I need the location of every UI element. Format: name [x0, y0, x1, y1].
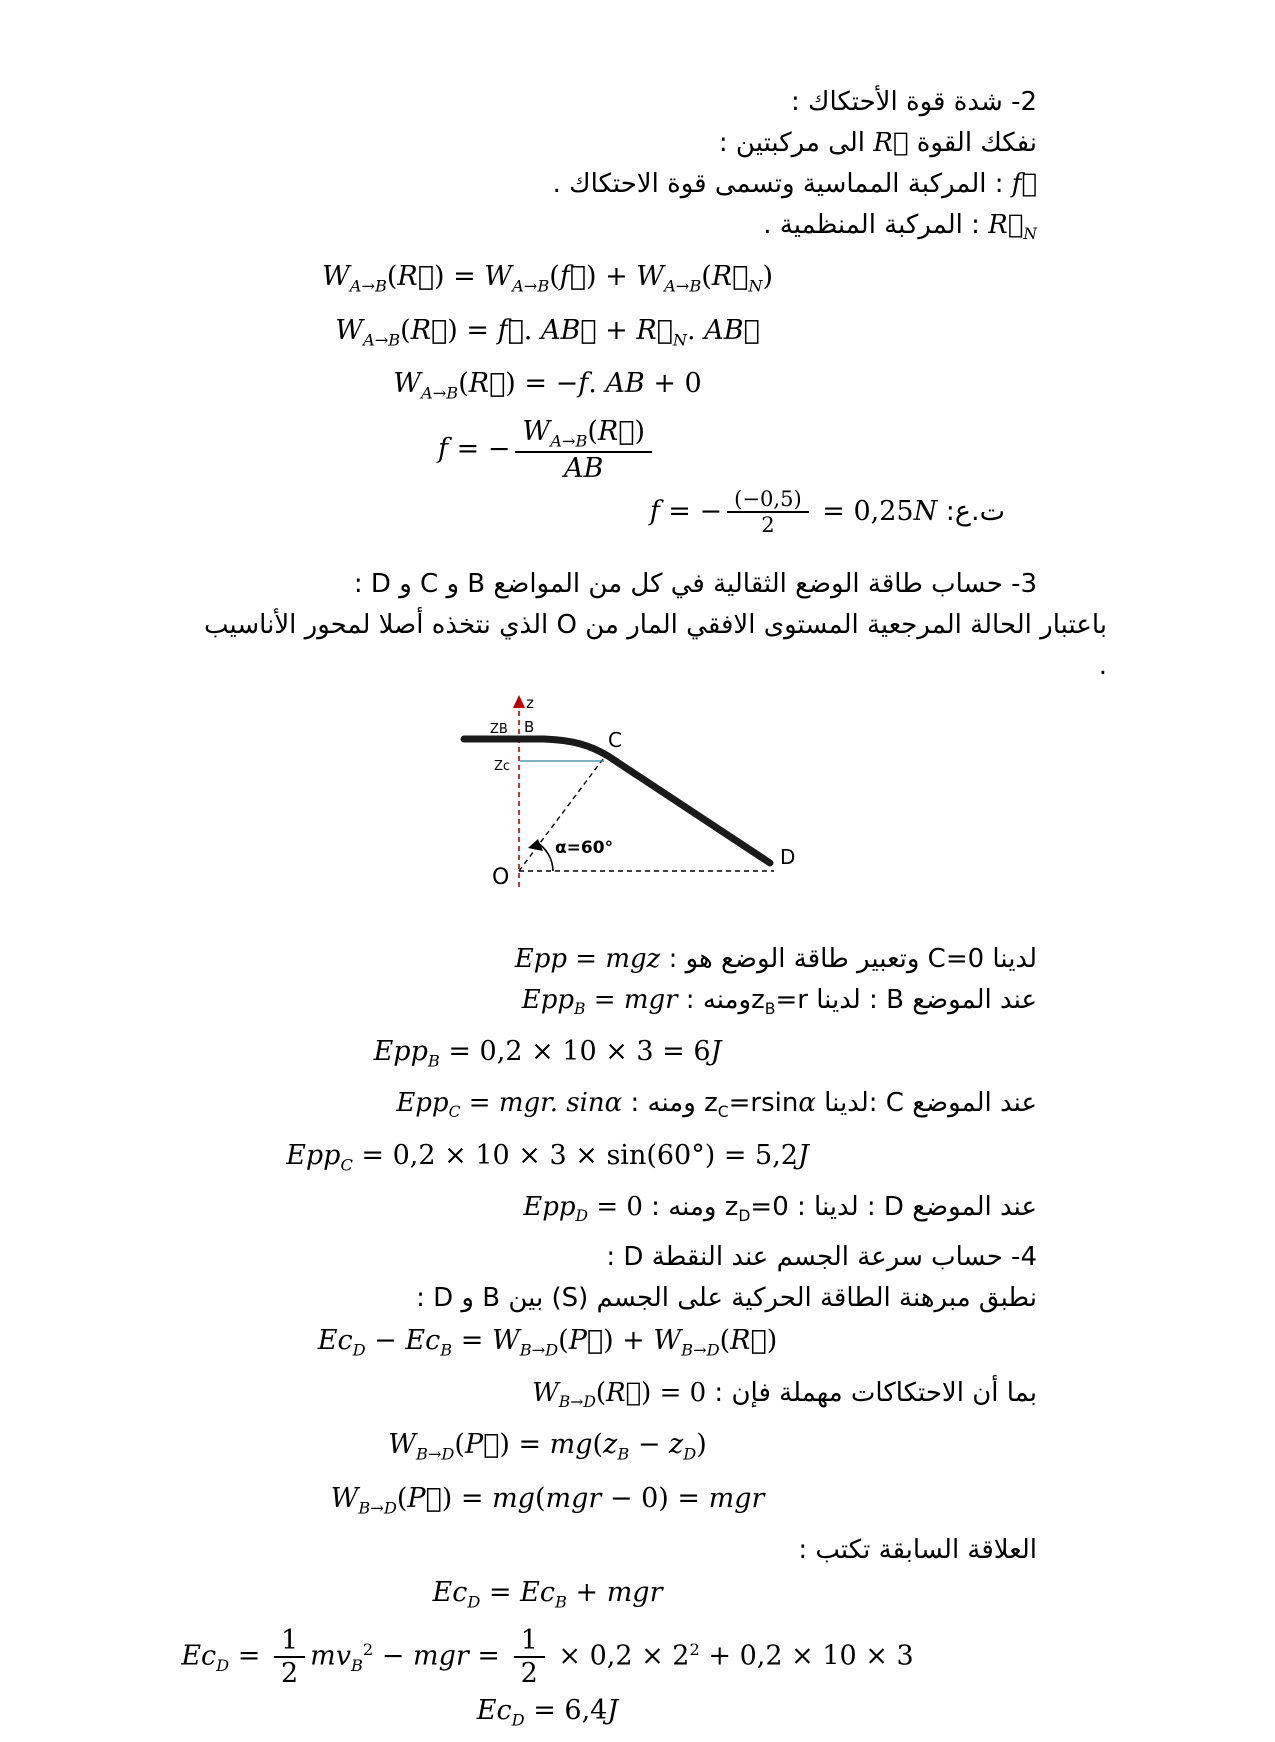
epp-b-numeric-equation: Epp$_B$ = 0,2 × 10 × 3 = 6J [373, 1036, 722, 1071]
zb-label: ZB [490, 721, 508, 737]
point-b-label: B [524, 717, 535, 736]
track-diagram-figure [452, 691, 832, 903]
friction-numeric-application: ت.ع: f = − $\frac{(-0,5)}{2}$ = 0,25N [649, 486, 1005, 538]
section3-reference-paragraph: باعتبار الحالة المرجعية المستوى الافقي المار من O الذي نتخذه أصلا لمحور الأناسيب [204, 609, 1107, 640]
track-diagram [452, 691, 832, 896]
previous-relation-line: العلاقة السابقة تكتب : [798, 1535, 1037, 1566]
ecd-relation-equation: $Ec_D = Ec_B$ + mgr [432, 1577, 663, 1612]
section3-paragraph-period: . [1098, 650, 1107, 681]
friction-expression-equation: f = − $\frac{W_{A\to B}(R⃗)}{AB}$ [0, 416, 1275, 484]
section2-intro-line: نفكك القوة R⃗ الى مركبتين : [718, 128, 1037, 158]
normal-component-line: $R⃗_N$ : المركبة المنظمية . [763, 210, 1037, 244]
friction-neglected-line: بما أن الاحتكاكات مهملة فإن : $W_{B\to D}(R⃗) = 0$ [532, 1377, 1037, 1412]
section4-heading: 4- حساب سرعة الجسم عند النقطة D : [606, 1242, 1037, 1273]
kinetic-energy-theorem-equation: $Ec_D - Ec_B$ = $W_{B\to D}(P⃗)$ + $W_{B\to D}(R⃗)$ [317, 1325, 778, 1360]
section2-heading: 2- شدة قوة الأحتكاك : [791, 87, 1037, 117]
section4-intro-line: نطبق مبرهنة الطاقة الحركية على الجسم (S) بين B و D : [416, 1283, 1037, 1314]
weight-work-equation-1: $W_{B\to D}(P⃗) = mg(z_B - z_D)$ [388, 1429, 707, 1464]
epp-c-numeric-equation: Epp$_C$ = 0,2 × 10 × 3 × sin(60°) = 5,2J [286, 1139, 809, 1175]
section3-heading: 3- حساب طاقة الوضع الثقالية في كل من المواضع B و C و D : [353, 568, 1037, 599]
point-c-label: C [608, 727, 622, 752]
epp-definition-line: لدينا C=0 وتعبير طاقة الوضع هو : Epp = mgz [514, 943, 1037, 974]
z-axis-arrowhead-icon [513, 695, 525, 708]
ecd-numeric-equation: $Ec_D$ = $\frac{1}{2}$ $mv_B^2$ − mgr = $\frac{1}{2}$ × $0,2 \times 2^2 + 0,2 \times 10 \times 3$ [181, 1624, 914, 1689]
origin-o-label: O [492, 864, 510, 890]
work-equation-3: $W_{A\to B}(R⃗) = -f$. AB + 0 [393, 368, 702, 403]
z-axis-label: z [526, 693, 534, 712]
ecd-result-equation: $Ec_D = 6,4J$ [476, 1694, 619, 1730]
work-equation-2: $W_{A\to B}(R⃗)$ = f⃗. AB⃗ + $R⃗_N$. AB⃗ [335, 314, 760, 350]
weight-work-equation-2: $W_{B\to D}(P⃗) = mg(mgr - 0)$ = mgr [330, 1482, 765, 1518]
angle-label: α=60° [555, 837, 614, 858]
point-d-label: D [780, 844, 796, 869]
zc-label: Zc [494, 758, 511, 774]
epp-d-line: عند الموضع D : لدينا : $z_D=0$ ومنه : Epp$_D$ = 0 [523, 1192, 1037, 1226]
work-equation-1: $W_{A\to B}(R⃗)$ = $W_{A\to B}(f⃗)$ + $W_{A\to B}(R⃗_N)$ [321, 261, 774, 296]
tangential-component-line: f⃗ : المركبة المماسية وتسمى قوة الاحتكاك . [552, 169, 1037, 199]
epp-b-line: عند الموضع B : لدينا $z_B=rومنه$ : Epp$_B$ = mgr [521, 984, 1037, 1019]
epp-c-line: عند الموضع C :لدينا $z_C=rsin\alpha$ ومنه : Epp$_C$ = mgr. sinα [396, 1088, 1037, 1122]
track-curve [464, 739, 770, 863]
